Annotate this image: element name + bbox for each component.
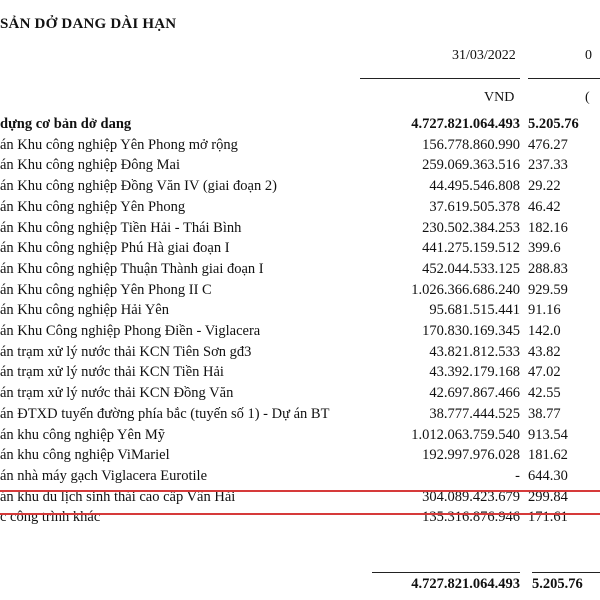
row-value-2: 43.82 [528, 344, 561, 360]
row-value-2: 29.22 [528, 178, 561, 194]
row-value-1: 452.044.533.125 [422, 261, 520, 277]
row-value-2: 476.27 [528, 137, 568, 153]
table-row [0, 282, 600, 300]
row-label: án khu công nghiệp ViMariel [0, 447, 170, 463]
table-row [0, 261, 600, 279]
total-value-1: 4.727.821.064.493 [411, 576, 520, 592]
row-value-2: 299.84 [528, 489, 568, 505]
row-value-2: 181.62 [528, 447, 568, 463]
row-label: án Khu công nghiệp Đông Mai [0, 157, 181, 173]
row-value-1: 192.997.976.028 [422, 447, 520, 463]
row-label: án Khu công nghiệp Đồng Văn IV (giai đoạn 2) [0, 178, 277, 194]
row-value-2: 913.54 [528, 427, 568, 443]
table-row [0, 240, 600, 258]
row-label: án Khu Công nghiệp Phong Điền - Viglacera [0, 323, 261, 339]
row-value-1: 44.495.546.808 [429, 178, 520, 194]
column-date-2: 0 [585, 48, 592, 63]
row-value-2: 171.61 [528, 509, 568, 525]
table-row [0, 468, 600, 486]
row-value-2: 38.77 [528, 406, 561, 422]
row-value-2: 929.59 [528, 282, 568, 298]
table-row [0, 427, 600, 445]
row-value-2: 46.42 [528, 199, 561, 215]
category-total-row [0, 116, 600, 134]
row-value-1: 441.275.159.512 [422, 240, 520, 256]
table-row [0, 406, 600, 424]
row-label: án nhà máy gạch Viglacera Eurotile [0, 468, 208, 484]
table-row [0, 220, 600, 238]
total-row [0, 576, 600, 594]
row-value-1: 259.069.363.516 [422, 157, 520, 173]
row-label: án khu công nghiệp Yên Mỹ [0, 427, 165, 443]
row-value-1: 1.026.366.686.240 [411, 282, 520, 298]
row-value-1: 170.830.169.345 [422, 323, 520, 339]
row-value-1: 230.502.384.253 [422, 220, 520, 236]
row-label: án Khu công nghiệp Phú Hà giai đoạn I [0, 240, 230, 256]
row-value-1: 37.619.505.378 [429, 199, 520, 215]
row-value-1: 1.012.063.759.540 [411, 427, 520, 443]
table-row [0, 447, 600, 465]
row-value-2: 91.16 [528, 302, 561, 318]
row-value-1: 95.681.515.441 [429, 302, 520, 318]
row-value-1: 43.392.179.168 [429, 364, 520, 380]
table-row [0, 364, 600, 382]
row-value-2: 237.33 [528, 157, 568, 173]
row-label: án Khu công nghiệp Yên Phong II C [0, 282, 212, 298]
row-value-1: 135.316.876.946 [422, 509, 520, 525]
row-label: án Khu công nghiệp Thuận Thành giai đoạn I [0, 261, 264, 277]
table-row [0, 344, 600, 362]
row-value-2: 182.16 [528, 220, 568, 236]
total-value-2: 5.205.76 [532, 576, 583, 592]
row-label: án trạm xử lý nước thải KCN Đồng Văn [0, 385, 234, 401]
table-row [0, 302, 600, 320]
row-label: án ĐTXD tuyến đường phía bắc (tuyến số 1) - Dự án BT [0, 406, 330, 422]
row-label: án trạm xử lý nước thải KCN Tiền Hải [0, 364, 224, 380]
row-value-2: 47.02 [528, 364, 561, 380]
column-date-1: 31/03/2022 [452, 48, 516, 63]
header-rule-2 [528, 78, 600, 79]
highlight-box [0, 490, 600, 515]
total-rule-2 [532, 572, 600, 573]
row-value-2: 399.6 [528, 240, 561, 256]
section-title: SẢN DỞ DANG DÀI HẠN [0, 16, 177, 32]
unit-label-2: ( [585, 90, 590, 105]
row-label: dựng cơ bản dở dang [0, 116, 132, 132]
row-value-2: 42.55 [528, 385, 561, 401]
table-row [0, 178, 600, 196]
unit-label-1: VND [484, 90, 515, 105]
row-value-1: 43.821.812.533 [429, 344, 520, 360]
row-label: án Khu công nghiệp Tiền Hải - Thái Bình [0, 220, 242, 236]
total-rule-1 [372, 572, 520, 573]
row-label: án khu du lịch sinh thái cao cấp Vân Hải [0, 489, 236, 505]
table-row [0, 157, 600, 175]
row-value-1: 42.697.867.466 [429, 385, 520, 401]
table-row [0, 137, 600, 155]
row-value-1: 4.727.821.064.493 [411, 116, 520, 132]
row-value-2: 288.83 [528, 261, 568, 277]
table-row [0, 323, 600, 341]
row-value-1: - [515, 468, 520, 484]
row-label: án Khu công nghiệp Hải Yên [0, 302, 169, 318]
row-value-2: 142.0 [528, 323, 561, 339]
table-row [0, 199, 600, 217]
row-label: c công trình khác [0, 509, 101, 525]
header-rule-1 [360, 78, 520, 79]
row-value-1: 156.778.860.990 [422, 137, 520, 153]
table-row [0, 385, 600, 403]
row-value-1: 38.777.444.525 [429, 406, 520, 422]
row-value-1: 304.089.423.679 [422, 489, 520, 505]
row-label: án trạm xử lý nước thải KCN Tiên Sơn gđ3 [0, 344, 252, 360]
row-value-2: 644.30 [528, 468, 568, 484]
row-label: án Khu công nghiệp Yên Phong mở rộng [0, 137, 238, 153]
row-label: án Khu công nghiệp Yên Phong [0, 199, 186, 215]
row-value-2: 5.205.76 [528, 116, 579, 132]
